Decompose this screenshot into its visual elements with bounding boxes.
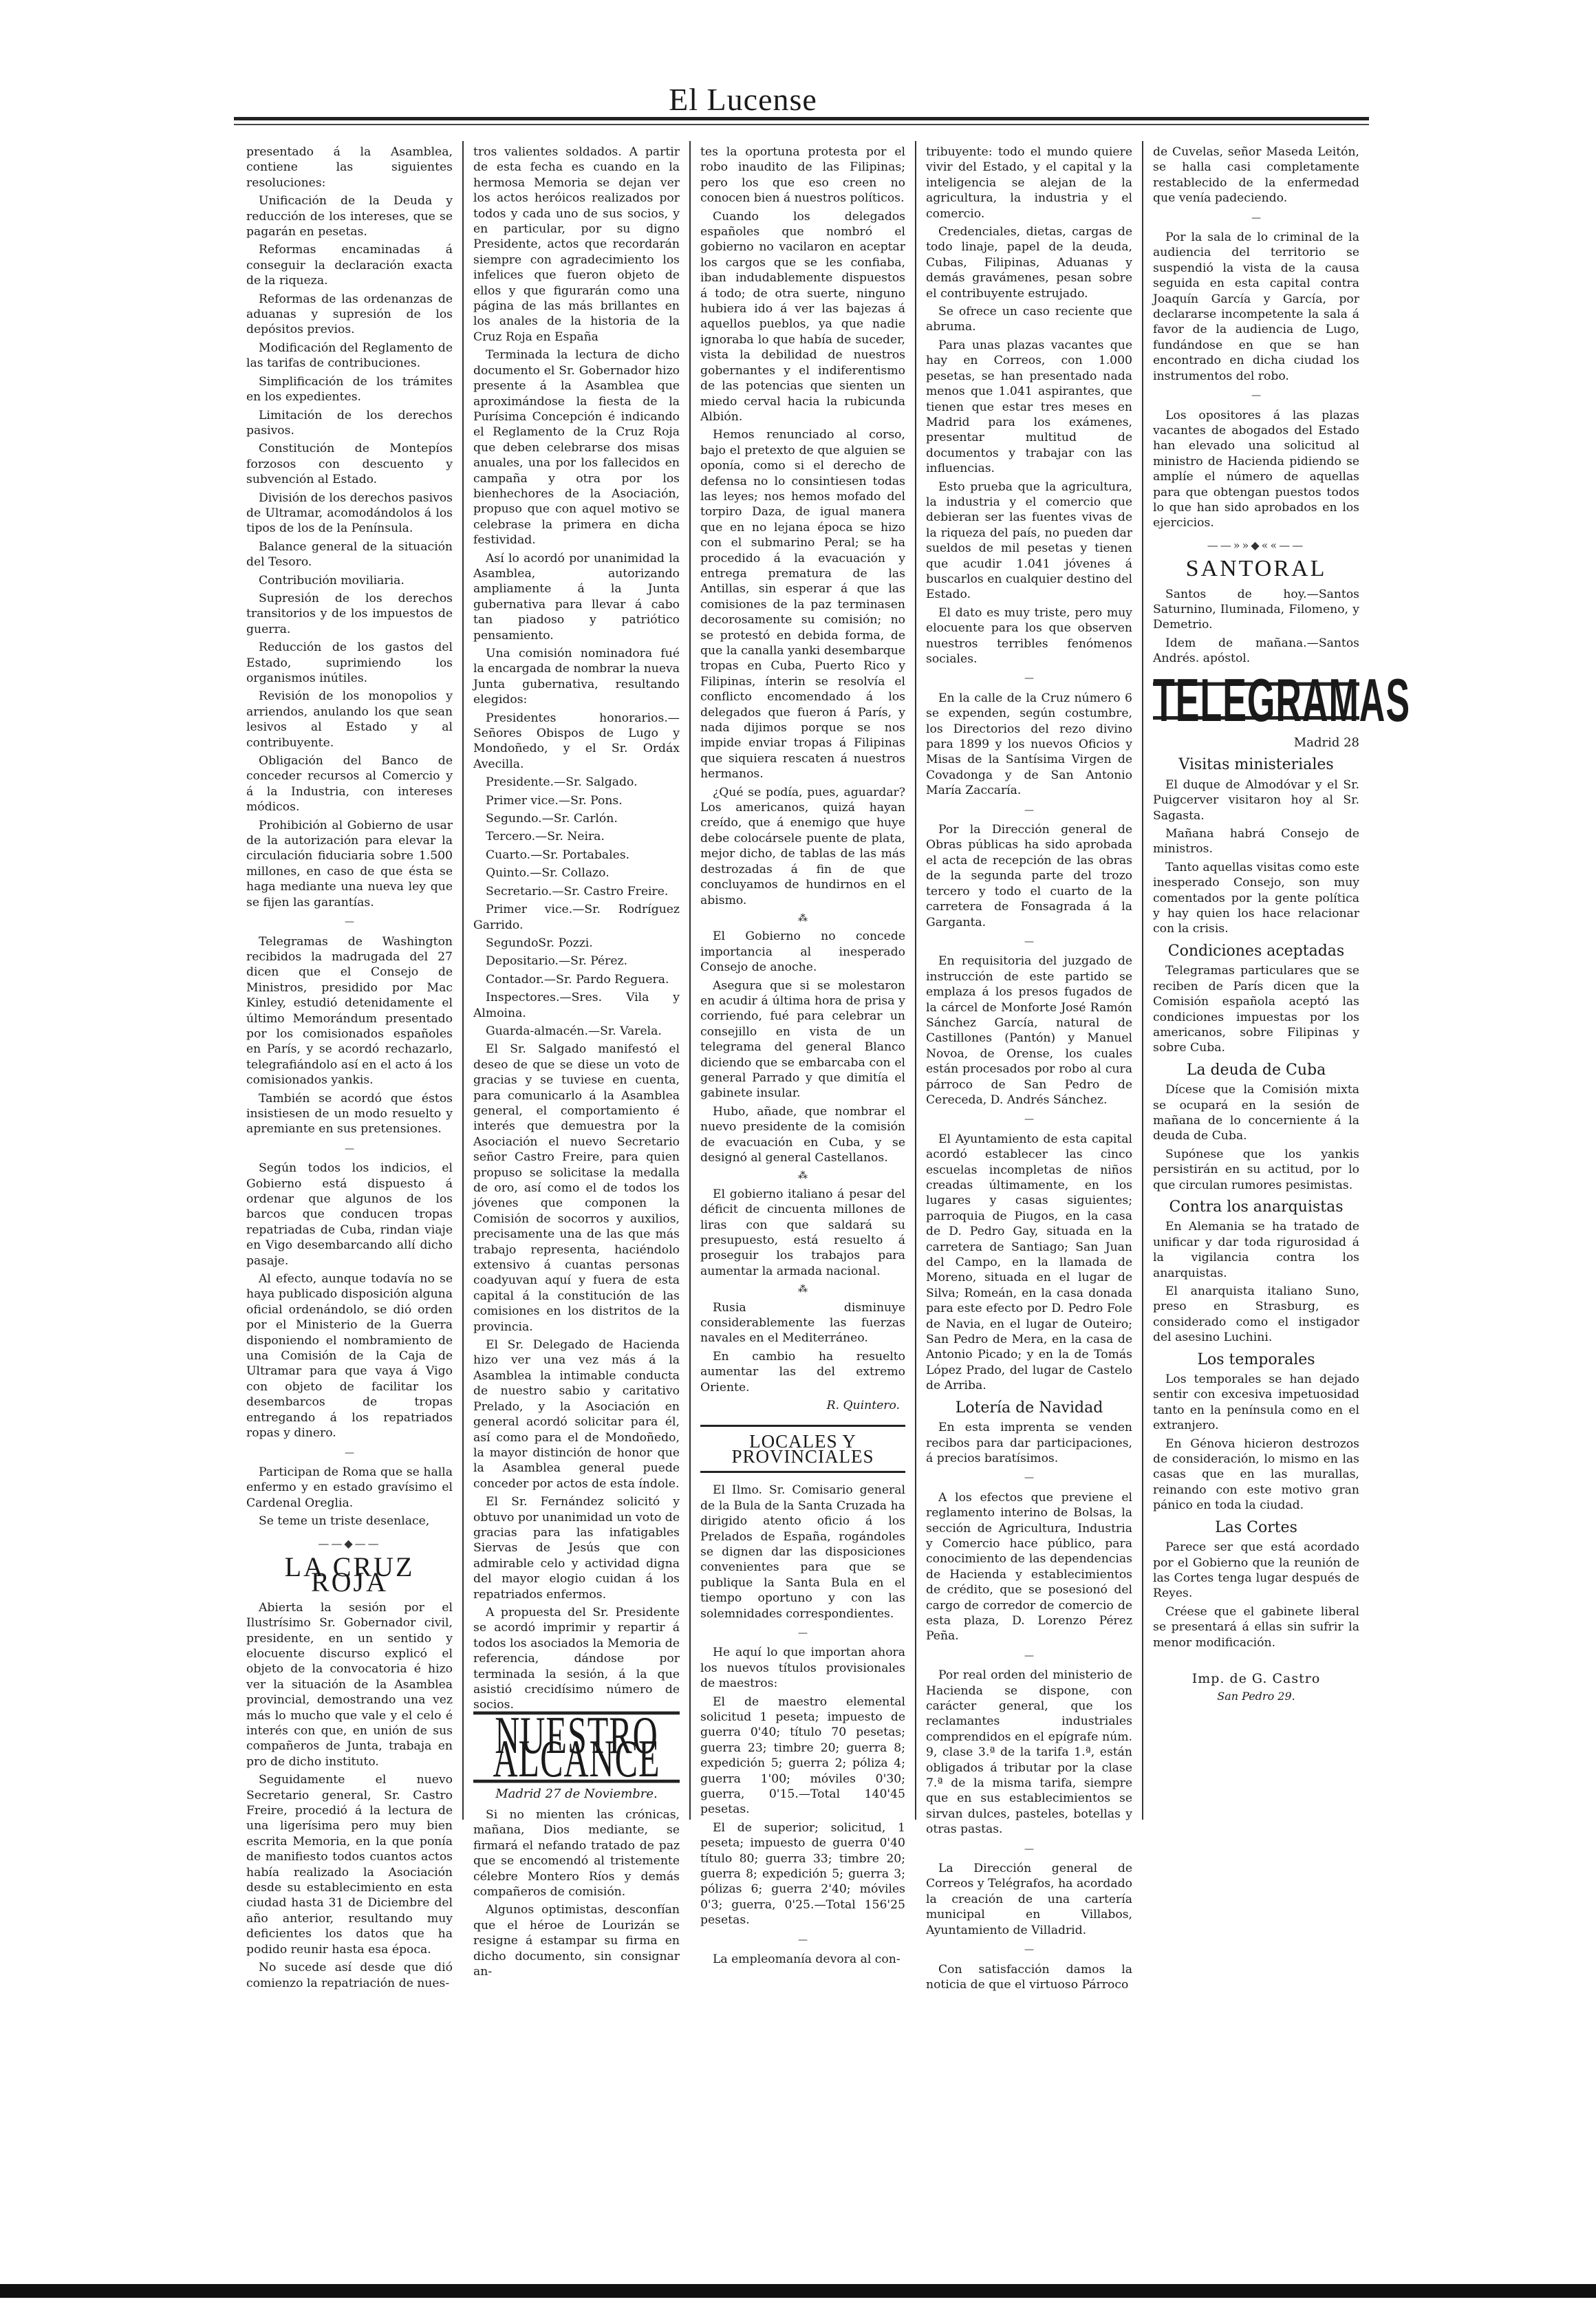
paragraph: Santos de hoy.—Santos Saturnino, Iluminada, Filomeno, y Demetrio. <box>1153 587 1359 632</box>
paragraph: La Dirección general de Correos y Telégrafos, ha acordado la creación de una cartería municipal en Villabos, Ayuntamiento de Villadrid. <box>926 1862 1132 1937</box>
paragraph: Unificación de la Deuda y reducción de los intereses, que se pagarán en pesetas. <box>246 194 453 239</box>
paragraph: Telegramas particulares que se reciben de París dicen que la Comisión española aceptó las condiciones impuestas por los americanos, sobre Filipinas y sobre Cuba. <box>1153 964 1359 1055</box>
paragraph: Simplificación de los trámites en los expedientes. <box>246 374 453 405</box>
paragraph: En Alemania se ha tratado de unificar y dar toda rigurosidad á la vigilancia contra los anarquistas. <box>1153 1220 1359 1280</box>
imprint-address: San Pedro 29. <box>1217 1690 1295 1703</box>
column-1 <box>246 144 453 1990</box>
paragraph: El Gobierno no concede importancia al inesperado Consejo de anoche. <box>700 929 905 975</box>
paragraph: El dato es muy triste, pero muy elocuente para los que observen nuestros terribles fenómenos sociales. <box>926 605 1132 666</box>
paragraph: El Sr. Fernández solicitó y obtuvo por unanimidad un voto de gracias para las infatigables Siervas de Jesús que con admirable celo y actividad digna del mayor elogio cuidan á los repatriados enfermos. <box>473 1495 680 1602</box>
separator-dash: — <box>345 1447 354 1458</box>
paragraph: de Cuvelas, señor Maseda Leitón, se halla casi completamente restablecido de la enfermedad que venía padeciendo. <box>1153 145 1359 206</box>
separator-dash: — <box>1251 212 1261 224</box>
paragraph: Obligación del Banco de conceder recursos al Comercio y á la Industria, con intereses módicos. <box>246 754 453 815</box>
paragraph: Contribución moviliaria. <box>259 573 405 588</box>
list-item: Segundo.—Sr. Carlón. <box>486 812 618 826</box>
paragraph: Los temporales se han dejado sentir con excesiva impetuosidad tanto en la península como en el extranjero. <box>1153 1372 1359 1433</box>
column-5 <box>1153 144 1410 1809</box>
list-item: Quinto.—Sr. Collazo. <box>486 866 610 881</box>
paragraph: El gobierno italiano á pesar del déficit de cincuenta millones de liras con que saldará su presupuesto, está resuelto á proseguir los trabajos para aumentar la armada nacional. <box>700 1187 905 1278</box>
paragraph: Modificación del Reglamento de las tarifas de contribuciones. <box>246 341 453 371</box>
paragraph: Se teme un triste desenlace, <box>259 1514 430 1529</box>
paragraph: Reducción de los gastos del Estado, suprimiendo los organismos inútiles. <box>246 640 453 685</box>
subheading: Los temporales <box>1197 1350 1315 1368</box>
paragraph: Si no mienten las crónicas, mañana, Dios mediante, se firmará el nefando tratado de paz que se encomendó al tristemente célebre Montero Ríos y demás compañeros de comisión. <box>473 1808 680 1899</box>
paragraph: El Sr. Salgado manifestó el deseo de que se diese un voto de gracias y se tuviese en cuenta, para comunicarlo á la Asamblea general, el comportamiento é interés que demuestra por la Asociación el nuevo Secretario señor Castro Freire, para quien propuso se solicitase la medalla de oro, así como el de todos los jóvenes que componen la Comisión de socorros y auxilios, precisamente una de las que más trabajo representa, haciéndolo extensivo á cuantas personas coadyuvan aquí y fuera de esta capital á la constitución de las comisiones en los distritos de la provincia. <box>473 1042 680 1334</box>
paragraph: Con satisfacción damos la noticia de que el virtuoso Párroco <box>926 1962 1132 1992</box>
paragraph: tribuyente: todo el mundo quiere vivir del Estado, y el capital y la inteligencia se alejan de la agricultura, la industria y el comercio. <box>926 145 1132 221</box>
subheading: Las Cortes <box>1215 1518 1297 1536</box>
paragraph: Asegura que si se molestaron en acudir á última hora de prisa y corriendo, fué para celebrar un consejillo en vista de un telegrama del general Blanco diciendo que se embarcaba con el general Parrado y que dimitía el gabinete insular. <box>700 978 905 1101</box>
ornament-divider: ——»»◆««—— <box>1207 538 1306 552</box>
separator-dash: — <box>345 916 354 928</box>
paragraph: Terminada la lectura de dicho documento el Sr. Gobernador hizo presente á la Asamblea que aproximándose la fiesta de la Purísima Concepción é indicando el Reglamento de la Cruz Roja que deben celebrarse dos misas anuales, una por los fallecidos en campaña y otra por los bienhechores de la Asociación, propuso que con aquel motivo se celebrase la primera en dicha festividad. <box>473 348 680 548</box>
list-item: Inspectores.—Sres. Vila y Almoina. <box>473 991 680 1020</box>
list-item: SegundoSr. Pozzi. <box>486 936 593 950</box>
subheading: Lotería de Navidad <box>955 1399 1103 1417</box>
paragraph: Abierta la sesión por el Ilustrísimo Sr. Gobernador civil, presidente, en un sentido y elocuente discurso explicó el objeto de la convocatoria é hizo ver la situación de la Asamblea provincial, demostrando una vez más lo mucho que vale y el celo é interés con que, en unión de sus compañeros de Junta, trabaja en pro de dicho instituto. <box>246 1600 453 1769</box>
section-heading: LOCALES Y PROVINCIALES <box>700 1425 905 1474</box>
subheading: Condiciones aceptadas <box>1167 942 1345 960</box>
separator-dash: — <box>1024 804 1034 816</box>
paragraph: Reformas de las ordenanzas de aduanas y supresión de los depósitos previos. <box>246 292 453 337</box>
paragraph: También se acordó que éstos insistiesen de un modo resuelto y apremiante en sus pretensiones. <box>246 1091 453 1137</box>
list-item: Primer vice.—Sr. Rodríguez Garrido. <box>473 903 680 932</box>
separator-dash: — <box>1024 1650 1034 1661</box>
subheading: Visitas ministeriales <box>1178 756 1334 774</box>
section-heading: SANTORAL <box>1185 556 1327 582</box>
paragraph: Rusia disminuye considerablemente las fuerzas navales en el Mediterráneo. <box>700 1300 905 1346</box>
paragraph: El de superior; solicitud, 1 peseta; impuesto de guerra 0'40 título 80; guerra 33; timbre 20; guerra 8; expedición 5; guerra 3; pólizas 6; guerra 2'40; móviles 0'3; guerra, 0'25.—Total 156'25 pesetas. <box>700 1820 905 1928</box>
list-item: Cuarto.—Sr. Portabales. <box>486 848 630 862</box>
paragraph: Credenciales, dietas, cargas de todo linaje, papel de la deuda, Cubas, Filipinas, Aduanas y demás gravámenes, pesan sobre el contribuyente estrujado. <box>926 225 1132 301</box>
paragraph: En cambio ha resuelto aumentar las del extremo Oriente. <box>700 1349 905 1395</box>
paragraph: Esto prueba que la agricultura, la industria y el comercio que debieran ser las fuentes vivas de la riqueza del país, no pueden dar sueldos de mil pesetas y tienen que acudir 1.041 jóvenes á buscarlos en cualquier destino del Estado. <box>926 480 1132 602</box>
bottom-edge-band <box>0 2284 1596 2298</box>
separator-dash: — <box>1024 1843 1034 1855</box>
paragraph: En esta imprenta se venden recibos para dar participaciones, á precios baratísimos. <box>926 1421 1132 1465</box>
paragraph: Según todos los indicios, el Gobierno está dispuesto á ordenar que algunos de los barcos que conducen tropas repatriadas de Cuba, rindan viaje en Vigo desembarcando allí dicho pasaje. <box>246 1161 453 1268</box>
separator-dash: — <box>1024 1114 1034 1126</box>
paragraph: El Ayuntamiento de esta capital acordó establecer las cinco escuelas incompletas de niños creadas últimamente, en los lugares y casas siguientes; parroquia de Piugos, en la casa de D. Pedro Gay, situada en la carretera de Santiago; San Juan del Campo, en la llamada de Moreno, situada en el lugar de Silva; Romeán, en la casa donada para este efecto por D. Pedro Fole de Navia, en el lugar de Outeiro; San Pedro de Mera, en la casa de Antonio Picado; y en la de Tomás López Prado, del lugar de Castelo de Arriba. <box>926 1132 1132 1393</box>
paragraph: Dícese que la Comisión mixta se ocupará en la sesión de mañana de lo concerniente á la deuda de Cuba. <box>1153 1083 1359 1143</box>
paragraph: Constitución de Montepíos forzosos con descuento y subvención al Estado. <box>246 442 453 487</box>
paragraph: A propuesta del Sr. Presidente se acordó imprimir y repartir á todos los asociados la Memoria de referencia, dándose por terminada la sesión, á la que asistió crecidísimo número de socios. <box>473 1605 680 1712</box>
asterism: ⁂ <box>798 912 808 924</box>
paragraph: Limitación de los derechos pasivos. <box>246 408 453 438</box>
imprint: Imp. de G. Castro <box>1191 1670 1321 1686</box>
column-rule <box>462 141 464 1820</box>
column-rule <box>689 141 691 1820</box>
paragraph: El anarquista italiano Suno, preso en Strasburg, es considerado como el instigador del asesino Luchini. <box>1153 1284 1359 1345</box>
paragraph: Tanto aquellas visitas como este inesperado Consejo, son muy comentados por la gente política y hay quien los hace relacionar con la crisis. <box>1153 860 1359 936</box>
paragraph: El Sr. Delegado de Hacienda hizo ver una vez más á la Asamblea la intimable conducta de nuestro sabio y caritativo Prelado, y la Asociación en general acordó solicitar para él, así como para el de Mondoñedo, la mayor distinción de honor que la Asamblea general puede conceder por actos de esta índole. <box>473 1338 680 1491</box>
list-item: Presidente.—Sr. Salgado. <box>486 775 638 790</box>
asterism: ⁂ <box>798 1284 808 1295</box>
paragraph: Hemos renunciado al corso, bajo el pretexto de que alguien se oponía, como si el derecho de defensa no lo consintiesen todas las leyes; nos hemos mofado del torpiro Daza, de igual manera que en no lejana época se hizo con el submarino Peral; se ha procedido á la evacuación y entrega prematura de las Antillas, sin esperar á que las comisiones de la paz terminasen decorosamente su comisión; no se protestó en debida forma, de que la canalla yanki desembarque tropas en Cuba, Puerto Rico y Filipinas, ínterin se resolvía el conflicto encomendado á los delegados que fueron á París, y nada dijimos porque se nos impide enviar tropas á Filipinas que siquiera rescaten á nuestros hermanos. <box>700 428 905 782</box>
paragraph: El de maestro elemental solicitud 1 peseta; impuesto de guerra 0'40; título 70 pesetas; guerra 23; timbre 20; guerra 8; expedición 5; guerra 2; póliza 4; guerra 1'00; móviles 0'30; guerra, 0'15.—Total 140'45 pesetas. <box>700 1694 905 1817</box>
paragraph: La empleomanía devora al con- <box>713 1952 901 1967</box>
ornament-divider: ——◆—— <box>318 1536 381 1550</box>
paragraph: Prohibición al Gobierno de usar de la autorización para elevar la circulación fiduciaria sobre 1.500 millones, en caso de que ésta se haga mediante una nueva ley que se fijen las garantías. <box>246 818 453 909</box>
list-item: Contador.—Sr. Pardo Reguera. <box>486 972 669 987</box>
paragraph: Por la Dirección general de Obras públicas ha sido aprobada el acta de recepción de las obras de la segunda parte del trozo tercero y todo el cuarto de la carretera de Fonsagrada á la Garganta. <box>926 823 1132 929</box>
paragraph: He aquí lo que importan ahora los nuevos títulos provisionales de maestros: <box>700 1646 905 1691</box>
paragraph: División de los derechos pasivos de Ultramar, acomodándolos á los tipos de los de la Península. <box>246 491 453 536</box>
separator-dash: — <box>798 1934 808 1946</box>
subheading: La deuda de Cuba <box>1186 1061 1326 1079</box>
section-heading: NUESTRO ALCANCE <box>473 1711 680 1783</box>
paragraph: Idem de mañana.—Santos Andrés. apóstol. <box>1153 636 1359 666</box>
list-item: Tercero.—Sr. Neira. <box>486 830 605 844</box>
paragraph: Al efecto, aunque todavía no se haya publicado disposición alguna oficial ordenándolo, se dió orden por el Ministerio de la Guerra disponiendo el nombramiento de una Comisión de la Caja de Ultramar para que vaya á Vigo con objeto de facilitar los desembarcos de tropas entregando á los repatriados ropas y dinero. <box>246 1272 453 1441</box>
signature: R. Quintero. <box>826 1399 900 1413</box>
paragraph: Así lo acordó por unanimidad la Asamblea, autorizando ampliamente á la Junta gubernativa para llevar á cabo tan piadoso y patriótico pensamiento. <box>473 551 680 643</box>
paragraph: En Génova hicieron destrozos de consideración, lo mismo en las casas que en las murallas, reinando con este motivo gran pánico en toda la ciudad. <box>1153 1436 1359 1513</box>
list-item: Secretario.—Sr. Castro Freire. <box>486 884 669 898</box>
paragraph: Telegramas de Washington recibidos la madrugada del 27 dicen que el Consejo de Ministros, presidido por Mac Kinley, estudió detenidamente el último Memorándum presentado por los comisionados españoles en París, y se acordó rechazarlo, telegrafiándolo así en el acto á los comisionados yankis. <box>246 934 453 1088</box>
separator-dash: — <box>1024 673 1034 685</box>
paragraph: Los opositores á las plazas vacantes de abogados del Estado han elevado una solicitud al ministro de Hacienda pidiendo se amplíe el número de aquellas para que obtengan puestos todos lo que han sido aprobados en los ejercicios. <box>1153 408 1359 530</box>
paragraph: El duque de Almodóvar y el Sr. Puigcerver visitaron hoy al Sr. Sagasta. <box>1153 777 1359 823</box>
dateline: Madrid 27 de Noviembre. <box>495 1786 658 1801</box>
subheading: Contra los anarquistas <box>1169 1198 1344 1216</box>
separator-dash: — <box>345 1143 354 1154</box>
asterism: ⁂ <box>798 1170 808 1182</box>
paragraph: Créese que el gabinete liberal se presentará á ellas sin sufrir la menor modificación. <box>1153 1604 1359 1650</box>
paragraph: ¿Qué se podía, pues, aguardar? Los americanos, quizá hayan creído, que á enemigo que huye debe colocársele puente de plata, mejor dicho, de tablas de las más destrozadas á fin de que concluyamos de hundirnos en el abismo. <box>700 785 905 907</box>
separator-dash: — <box>798 1627 808 1639</box>
section-heading: TELEGRAMAS <box>1153 667 1410 735</box>
paragraph: Algunos optimistas, desconfían que el héroe de Lourizán se resigne á estampar su firma en dicho documento, sin consignar an- <box>473 1903 680 1979</box>
list-item: Primer vice.—Sr. Pons. <box>486 793 623 808</box>
paragraph: Hubo, añade, que nombrar el nuevo presidente de la comisión de evacuación en Cuba, y se designó al general Castellanos. <box>700 1104 905 1165</box>
paragraph: presentado á la Asamblea, contiene las siguientes resoluciones: <box>246 145 453 190</box>
paragraph: Supónese que los yankis persistirán en su actitud, por lo que circulan rumores pesimistas. <box>1153 1147 1359 1192</box>
paragraph: Parece ser que está acordado por el Gobierno que la reunión de las Cortes tenga lugar después de Reyes. <box>1153 1540 1359 1601</box>
column-4 <box>926 144 1132 1992</box>
paragraph: Seguidamente el nuevo Secretario general, Sr. Castro Freire, procedió á la lectura de una ligerísima pero muy bien escrita Memoria, en la que ponía de manifiesto todos cuantos actos había realizado la Asociación desde su establecimiento en esta ciudad hasta 31 de Diciembre del año anterior, resultando muy deficientes los datos que ha podido reunir hasta esa época. <box>246 1773 453 1957</box>
separator-dash: — <box>1024 936 1034 947</box>
section-heading: LA CRUZ ROJA <box>284 1551 415 1598</box>
paragraph: Participan de Roma que se halla enfermo y en estado gravísimo el Cardenal Oreglia. <box>246 1465 453 1510</box>
paragraph: No sucede así desde que dió comienzo la repatriación de nues- <box>246 1961 453 1990</box>
column-rule <box>1142 141 1143 1820</box>
paragraph: Reformas encaminadas á conseguir la declaración exacta de la riqueza. <box>246 243 453 288</box>
paragraph: Para unas plazas vacantes que hay en Correos, con 1.000 pesetas, se han presentado nada menos que 1.041 aspirantes, que tienen que estar tres meses en Madrid para los exámenes, presentar multitud de documentos y trabajar con las influencias. <box>926 338 1132 476</box>
column-3 <box>700 144 905 1967</box>
list-item: Depositario.—Sr. Pérez. <box>486 954 628 969</box>
paragraph: En la calle de la Cruz número 6 se expenden, según costumbre, los Directorios del rezo divino para 1899 y los nuevos Oficios y Misas de la Santísima Virgen de Covadonga y de San Antonio María Zaccaría. <box>926 691 1132 798</box>
separator-dash: — <box>1251 390 1261 402</box>
paragraph: Mañana habrá Consejo de ministros. <box>1153 827 1359 857</box>
paragraph: En requisitoria del juzgado de instrucción de este partido se emplaza á los presos fugados de la cárcel de Monforte José Ramón Sánchez García, natural de Castillones (Pantón) y Manuel Novoa, de Orense, los cuales están procesados por robo al cura párroco de San Pedro de Cereceda, D. Andrés Sánchez. <box>926 954 1132 1107</box>
masthead: El Lucense <box>669 82 817 117</box>
paragraph: Por real orden del ministerio de Hacienda se dispone, con carácter general, que los reclamantes industriales comprendidos en el epígrafe núm. 9, clase 3.ª de la tarifa 1.ª, están obligados á tributar por la clase 7.ª de la misma tarifa, siempre que en sus establecimientos se sirvan dulces, pasteles, botellas y otras pastas. <box>926 1668 1132 1837</box>
paragraph: Revisión de los monopolios y arriendos, anulando los que sean lesivos al Estado y al contribuyente. <box>246 689 453 750</box>
dateline: Madrid 28 <box>1293 735 1359 750</box>
paragraph: Cuando los delegados españoles que nombró el gobierno no vacilaron en aceptar los cargos que se les confiaba, iban indudablemente dispuestos á todo; de otra suerte, ninguno hubiera ido á ver las bajezas á aquellos pueblos, ya que nadie ignoraba lo que había de suceder, vista la debilidad de nuestros gobernantes y el indiferentismo de las potencias que sienten un miedo cerval hacia la rubicunda Albión. <box>700 209 905 424</box>
separator-dash: — <box>1024 1944 1034 1956</box>
separator-dash: — <box>1024 1472 1034 1484</box>
masthead-rule-thin <box>234 124 1369 125</box>
paragraph: El Ilmo. Sr. Comisario general de la Bula de la Santa Cruzada ha dirigido atento oficio á los Prelados de España, rogándoles se dignen dar las disposiciones convenientes para que se publique la Santa Bula en el tiempo oportuno y con las solemnidades correspondientes. <box>700 1483 905 1621</box>
masthead-rule <box>234 117 1369 120</box>
paragraph: tes la oportuna protesta por el robo inaudito de las Filipinas; pero los que eso creen no conocen bien á nuestros políticos. <box>700 145 905 206</box>
paragraph: A los efectos que previene el reglamento interino de Bolsas, la sección de Agricultura, Industria y Comercio hace público, para conocimiento de las dependencias de Hacienda y establecimientos de crédito, que se posesionó del cargo de corredor de comercio de esta plaza, D. Lorenzo Pérez Peña. <box>926 1490 1132 1644</box>
paragraph: tros valientes soldados. A partir de esta fecha es cuando en la hermosa Memoria se dejan ver los actos heróicos realizados por todos y cada uno de sus socios, y en particular, por su digno Presidente, actos que recordarán siempre con agradecimiento los infelices que fueron objeto de ellos y que figurarán como una página de las más brillantes en los anales de la historia de la Cruz Roja en España <box>473 145 680 344</box>
column-2 <box>473 144 680 1979</box>
paragraph: Una comisión nominadora fué la encargada de nombrar la nueva Junta gubernativa, resultando elegidos: <box>473 647 680 707</box>
paragraph: Supresión de los derechos transitorios y de los impuestos de guerra. <box>246 591 453 636</box>
paragraph: Por la sala de lo criminal de la audiencia del territorio se suspendió la vista de la causa seguida en esta capital contra Joaquín García y García, por declararse incompetente la sala á favor de la audiencia de Lugo, fundándose en que se han encontrado en dicha ciudad los instrumentos del robo. <box>1153 230 1359 383</box>
paragraph: Se ofrece un caso reciente que abruma. <box>926 305 1132 334</box>
paragraph: Presidentes honorarios.—Señores Obispos de Lugo y Mondoñedo, y el Sr. Ordáx Avecilla. <box>473 711 680 771</box>
list-item: Guarda-almacén.—Sr. Varela. <box>486 1024 662 1038</box>
paragraph: Balance general de la situación del Tesoro. <box>246 539 453 570</box>
column-rule <box>915 141 916 1820</box>
